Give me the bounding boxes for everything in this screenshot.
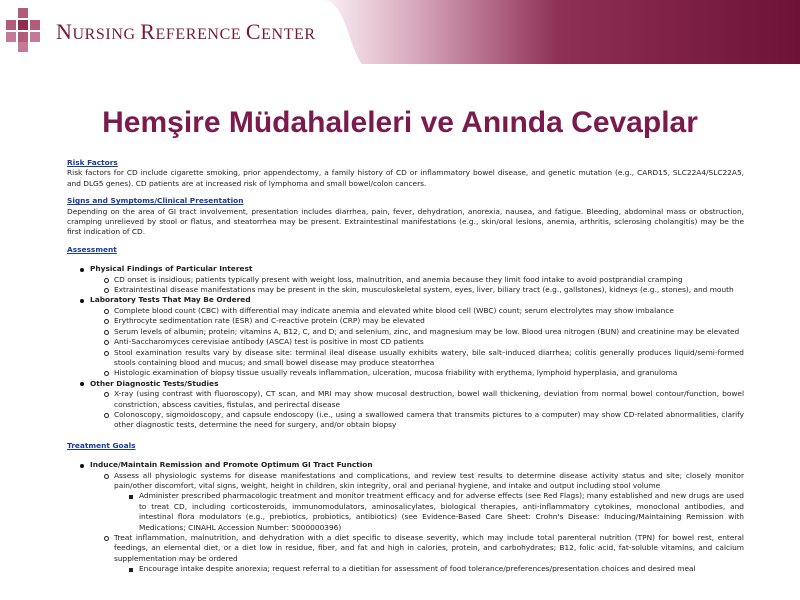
list-item: Stool examination results vary by disease site: terminal ileal disease usually exhibits watery, bile salt–induced diarrhea; colitis generally produces liquid/semi-formed stools containing blood and mucus; and small bowel disease may produce steatorrhea: [90, 348, 744, 369]
brand-wordmark-text: [56, 18, 331, 46]
list-item: [67, 264, 744, 295]
list-item: [67, 379, 744, 431]
list-item: CD onset is insidious; patients typically present with weight loss, malnutrition, and anemia because they limit food intake to avoid postprandial cramping: [90, 275, 744, 285]
lab-tests-heading: Laboratory Tests That May Be Ordered: [90, 295, 251, 305]
risk-factors-link[interactable]: Risk Factors: [67, 158, 118, 167]
list-item: [67, 460, 744, 574]
list-item: [67, 295, 744, 378]
signs-symptoms-link[interactable]: Signs and Symptoms/Clinical Presentation: [67, 196, 244, 206]
list-item: Histologic examination of biopsy tissue usually reveals inflammation, ulceration, mucosa friability with erythema, lymphoid hyperplasia, and granuloma: [90, 368, 744, 378]
list-item: Anti-Saccharomyces cerevisiae antibody (ASCA) test is positive in most CD patients: [90, 337, 744, 347]
list-item: [90, 533, 744, 575]
list-item: Administer prescribed pharmacologic treatment and monitor treatment efficacy and for adverse effects (see Red Flags); many established and new drugs are used to treat CD, including corticosteroids, immunomodulators, aminosalicylates, biological therapies, anti-inflammatory cytokines, monoclonal antibodies, and intestinal flora modulators (e.g., prebiotics, probiotics, antibiotics) (see Evidence-Based Care Sheet: Crohn's Disease: Inducing/Maintaining Remission with Medications; CINAHL Accession Number: 5000000396): [114, 491, 744, 533]
assessment-link[interactable]: Assessment: [67, 244, 117, 254]
assessment-list: [67, 264, 744, 431]
svg-text:NURSING REFERENCE CENTER: NURSING REFERENCE CENTER: [56, 19, 316, 44]
treat-inflammation-text: Treat inflammation, malnutrition, and dehydration with a diet specific to disease severity, which may include total parenteral nutrition (TPN) for bowel rest, enteral feedings, an elemental diet, or a diet low in residue, fiber, and fat and high in calories, protein, and carbohydrates; B12, folic acid, fat-soluble vitamins, and calcium supplementation may be ordered: [114, 533, 744, 563]
header-banner: [0, 0, 800, 64]
list-item: Colonoscopy, sigmoidoscopy, and capsule endoscopy (i.e., using a swallowed camera that transmits pictures to a computer) may show CD-related abnormalities, clarify other diagnostic tests, determine the need for surgery, and/or obtain biopsy: [90, 410, 744, 431]
risk-factors-text: Risk factors for CD include cigarette smoking, prior appendectomy, a family history of CD or inflammatory bowel disease, and genetic mutation (e.g., CARD15, SLC22A4/SLC22A5, and DLG5 genes). CD patients are at increased risk of lymphoma and small bowel/colon cancers.: [67, 168, 744, 188]
list-item: Encourage intake despite anorexia; request referral to a dietitian for assessment of food tolerance/preferences/presentation choices and desired meal: [114, 564, 744, 574]
document-body: [67, 158, 744, 575]
diagnostic-tests-heading: Other Diagnostic Tests/Studies: [90, 378, 219, 388]
treatment-list: [67, 460, 744, 574]
induce-remission-heading: Induce/Maintain Remission and Promote Optimum GI Tract Function: [90, 460, 373, 470]
brand-wordmark: [56, 18, 331, 52]
list-item: Serum levels of albumin; protein; vitamins A, B12, C, and D; and selenium, zinc, and magnesium may be low. Blood urea nitrogen (BUN) and creatinine may be elevated: [90, 327, 744, 337]
list-item: Extraintestinal disease manifestations may be present in the skin, musculoskeletal system, eyes, liver, biliary tract (e.g., gallstones), kidneys (e.g., stones), and mouth: [90, 285, 744, 295]
physical-findings-heading: Physical Findings of Particular Interest: [90, 264, 253, 274]
list-item: Erythrocyte sedimentation rate (ESR) and C-reactive protein (CRP) may be elevated: [90, 316, 744, 326]
list-item: Complete blood count (CBC) with differential may indicate anemia and elevated white blood cell (WBC) count; serum electrolytes may show imbalance: [90, 306, 744, 316]
logo-icon: [6, 8, 42, 52]
signs-symptoms-text: Depending on the area of GI tract involvement, presentation includes diarrhea, pain, fever, dehydration, anorexia, nausea, and fatigue. Bleeding, abdominal mass or obstruction, cramping unrelieved by stool or flatus, and steatorrhea may be present. Extraintestinal manifestations (e.g., skin/oral lesions, anemia, arthritis, sclerosing cholangitis) may be the first indication of CD.: [67, 206, 744, 237]
treatment-goals-link[interactable]: Treatment Goals: [67, 440, 136, 450]
list-item: [90, 471, 744, 533]
list-item: X-ray (using contrast with fluoroscopy), CT scan, and MRI may show mucosal destruction, bowel wall thickening, deviation from normal bowel contour/function, bowel constriction, abscess cavities, fistulas, and perirectal disease: [90, 389, 744, 410]
slide-title: Hemşire Müdahaleleri ve Anında Cevaplar: [102, 106, 698, 139]
assess-systems-text: Assess all physiologic systems for disease manifestations and complications, and review test results to determine disease activity status and site; closely monitor pain/other discomfort, vital signs, weight, height in children, skin integrity, oral and perianal hygiene, and intake and output including stool volume: [114, 470, 744, 490]
